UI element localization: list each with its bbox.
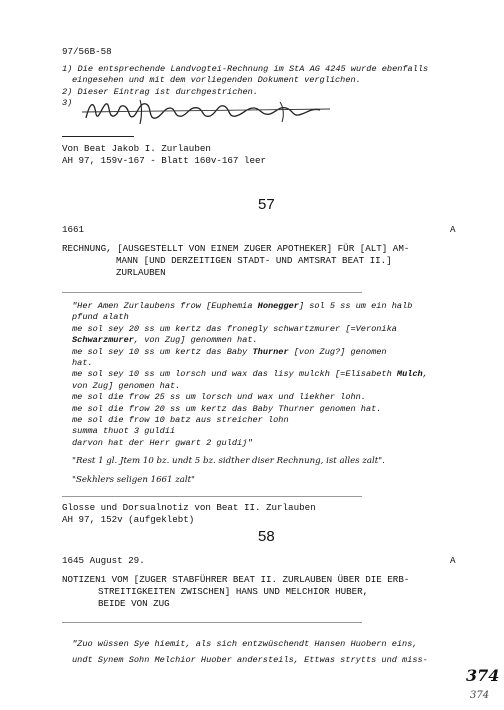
entry-body: "Her Amen Zurlaubens frow [Euphemia Honegger] sol 5 ss um ein halb pfund alath me sol sey 20 ss um kertz das fronegly schwartzmurer [=Veronika Schwarzmurer, von Zug] genommen hat. me sol sey 10 ss um kertz das Baby Thurner [von Zug?] genomen hat. me sol sey 10 ss um lorsch und wax das lisy mulckh [=Elisabeth Mulch, von Zug] genomen hat. me sol die frow 25 ss um lorsch und wax und liekher lohn. me sol die frow 20 ss um kertz das Baby Thurner genomen hat. me sol die frow 10 batz aus streicher lohn summa thuot 3 guldii darvon hat der Herr gwart 2 guldij"	[72, 301, 428, 448]
entry-body: "Zuo wüssen Sye hiemit, als sich entzwüschendt Hansen Huobern eins, undt Synem Sohn Melchior Huober andersteils, Ettwas strytts und miss-	[72, 639, 428, 665]
document-reference: 97/56B-58	[62, 46, 112, 57]
page-number-pencil: 374	[470, 690, 490, 701]
divider	[62, 496, 362, 497]
entry-letter: A	[450, 224, 456, 235]
footnote-3: 3)	[62, 98, 73, 108]
entry-number: 58	[258, 528, 275, 545]
entry-year: 1661	[62, 224, 85, 235]
handwritten-crossed-out-entry	[80, 96, 340, 126]
footnote-1: 1) Die entsprechende Landvogtei-Rechnung im StA AG 4245 wurde ebenfalls eingesehen und mit dem vorliegenden Dokument verglichen.	[62, 64, 429, 86]
divider	[62, 136, 134, 137]
source-note: Von Beat Jakob I. Zurlauben AH 97, 159v-167 - Blatt 160v-167 leer	[62, 143, 266, 166]
handwritten-gloss: "Rest 1 gl. Jtem 10 bz. undt 5 bz. sidther diser Rechnung, ist alles zalt".	[72, 456, 385, 466]
entry-letter: A	[450, 555, 456, 566]
page-number-stamp: 374	[466, 666, 500, 685]
entry-date: 1645 August 29.	[62, 555, 145, 566]
entry-number: 57	[258, 196, 275, 213]
entry-title: NOTIZEN1 VOM [ZUGER STABFÜHRER BEAT II. ZURLAUBEN ÜBER DIE ERB- STREITIGKEITEN ZWISCHEN] HANS UND MELCHIOR HUBER, BEIDE VON ZUG	[62, 574, 410, 609]
entry-title: RECHNUNG, [AUSGESTELLT VON EINEM ZUGER APOTHEKER] FÜR [ALT] AM- MANN [UND DERZEITIGEN STADT- UND AMTSRAT BEAT II.] ZURLAUBEN	[62, 243, 410, 278]
dorsal-note: "Sekhlers seligen 1661 zalt"	[72, 475, 196, 485]
source-note: Glosse und Dorsualnotiz von Beat II. Zurlauben AH 97, 152v (aufgeklebt)	[62, 502, 316, 525]
footnote-2: 2) Dieser Eintrag ist durchgestrichen.	[62, 87, 258, 97]
divider	[62, 292, 362, 293]
divider	[62, 622, 362, 623]
